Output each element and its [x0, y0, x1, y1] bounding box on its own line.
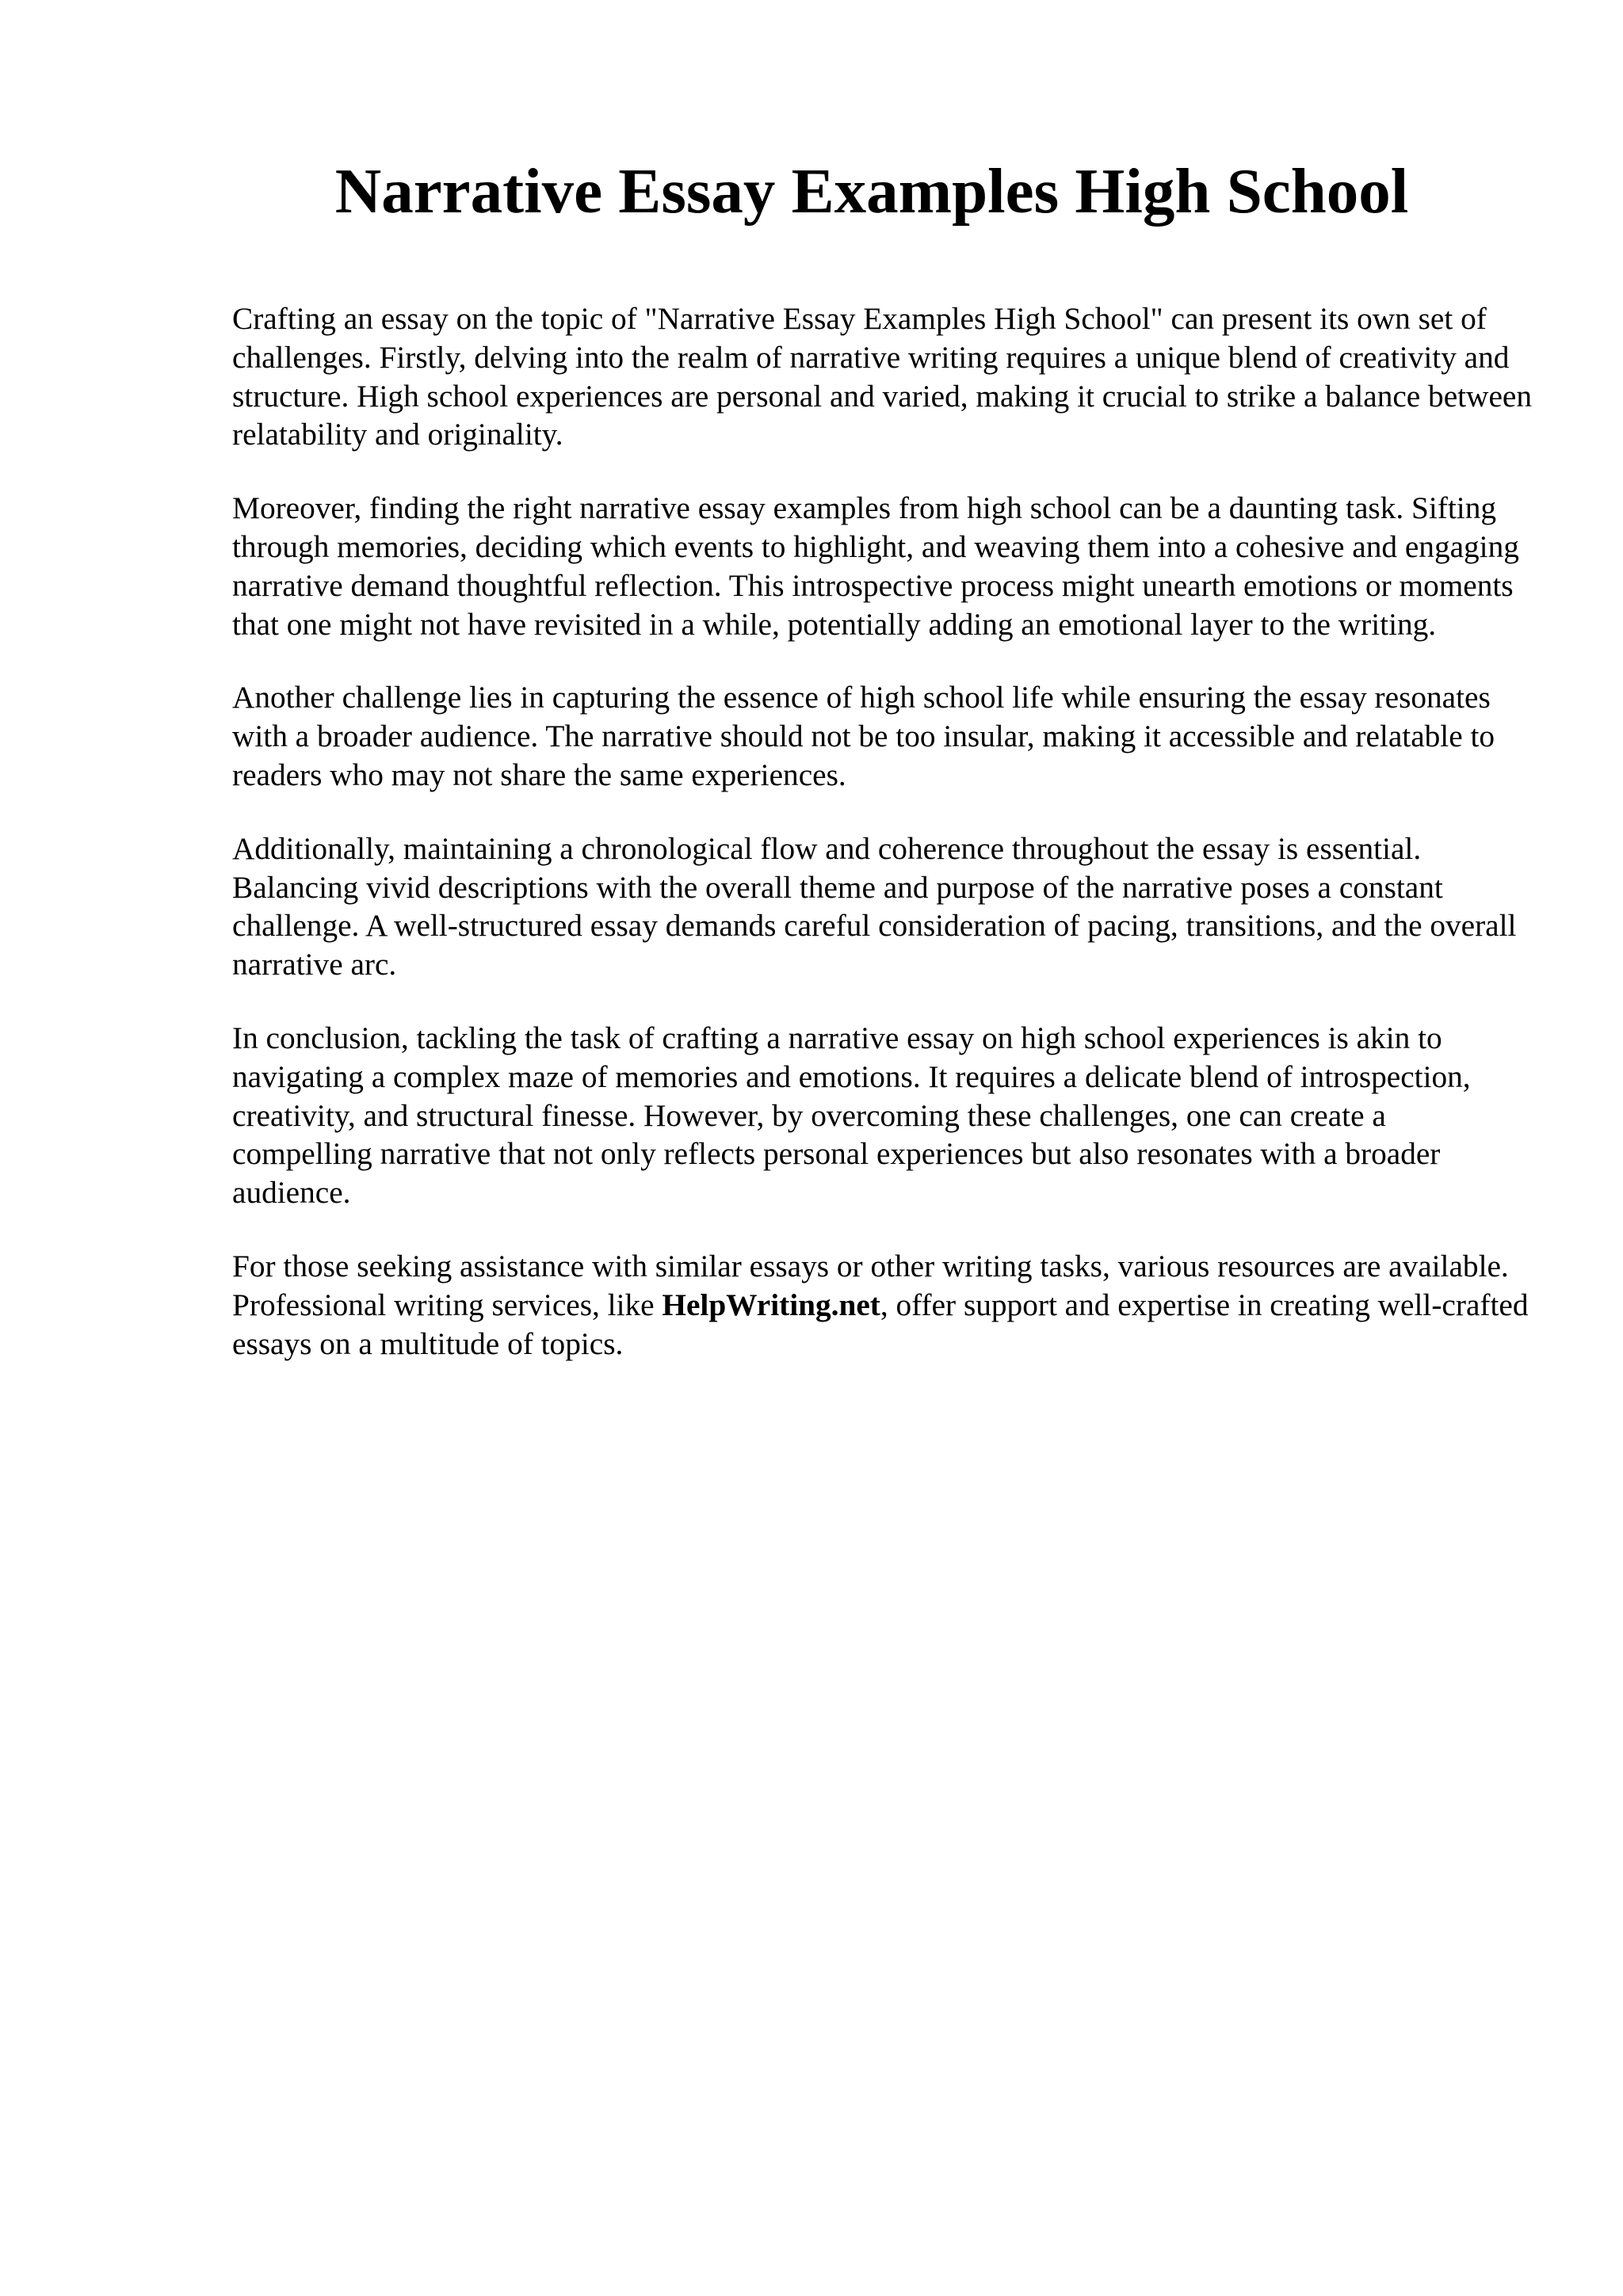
essay-body [232, 299, 1532, 1398]
paragraph-structure: Additionally, maintaining a chronological flow and coherence throughout the essay is essential. Balancing vivid descriptions with the overall theme and purpose of the narrative poses a constant challenge. A well-structured essay demands careful consideration of pacing, transitions, and the overall narrative arc. [232, 830, 1517, 982]
paragraph-audience: Another challenge lies in capturing the essence of high school life while ensuring the essay resonates with a broader audience. The narrative should not be too insular, making it accessible and relatable to readers who may not share the same experiences. [232, 680, 1495, 792]
helpwriting-link[interactable]: HelpWriting.net [662, 1287, 880, 1322]
paragraph-resources [232, 1247, 1532, 1363]
paragraph-intro: Crafting an essay on the topic of "Narrative Essay Examples High School" can present its own set of challenges. Firstly, delving into the realm of narrative writing requires a unique blend of creativity and structure. High school experiences are personal and varied, making it crucial to strike a balance between relatability and originality. [232, 301, 1532, 452]
resources-text-after: , offer support and expertise in creating well-crafted essays on a multitude of topics. [232, 1287, 1529, 1361]
paragraph-examples: Moreover, finding the right narrative essay examples from high school can be a daunting task. Sifting through memories, deciding which events to highlight, and weaving them into a cohesive and engaging narrative demand thoughtful reflection. This introspective process might unearth emotions or moments that one might not have revisited in a while, potentially adding an emotional layer to the writing. [232, 490, 1519, 642]
document-title: Narrative Essay Examples High School [334, 155, 1409, 227]
paragraph-conclusion: In conclusion, tackling the task of crafting a narrative essay on high school experiences is akin to navigating a complex maze of memories and emotions. It requires a delicate blend of introspection, creativity, and structural finesse. However, by overcoming these challenges, one can create a compelling narrative that not only reflects personal experiences but also resonates with a broader audience. [232, 1020, 1471, 1211]
resources-text-before: For those seeking assistance with similar essays or other writing tasks, various resources are available. Professional writing services, like [232, 1248, 1509, 1322]
